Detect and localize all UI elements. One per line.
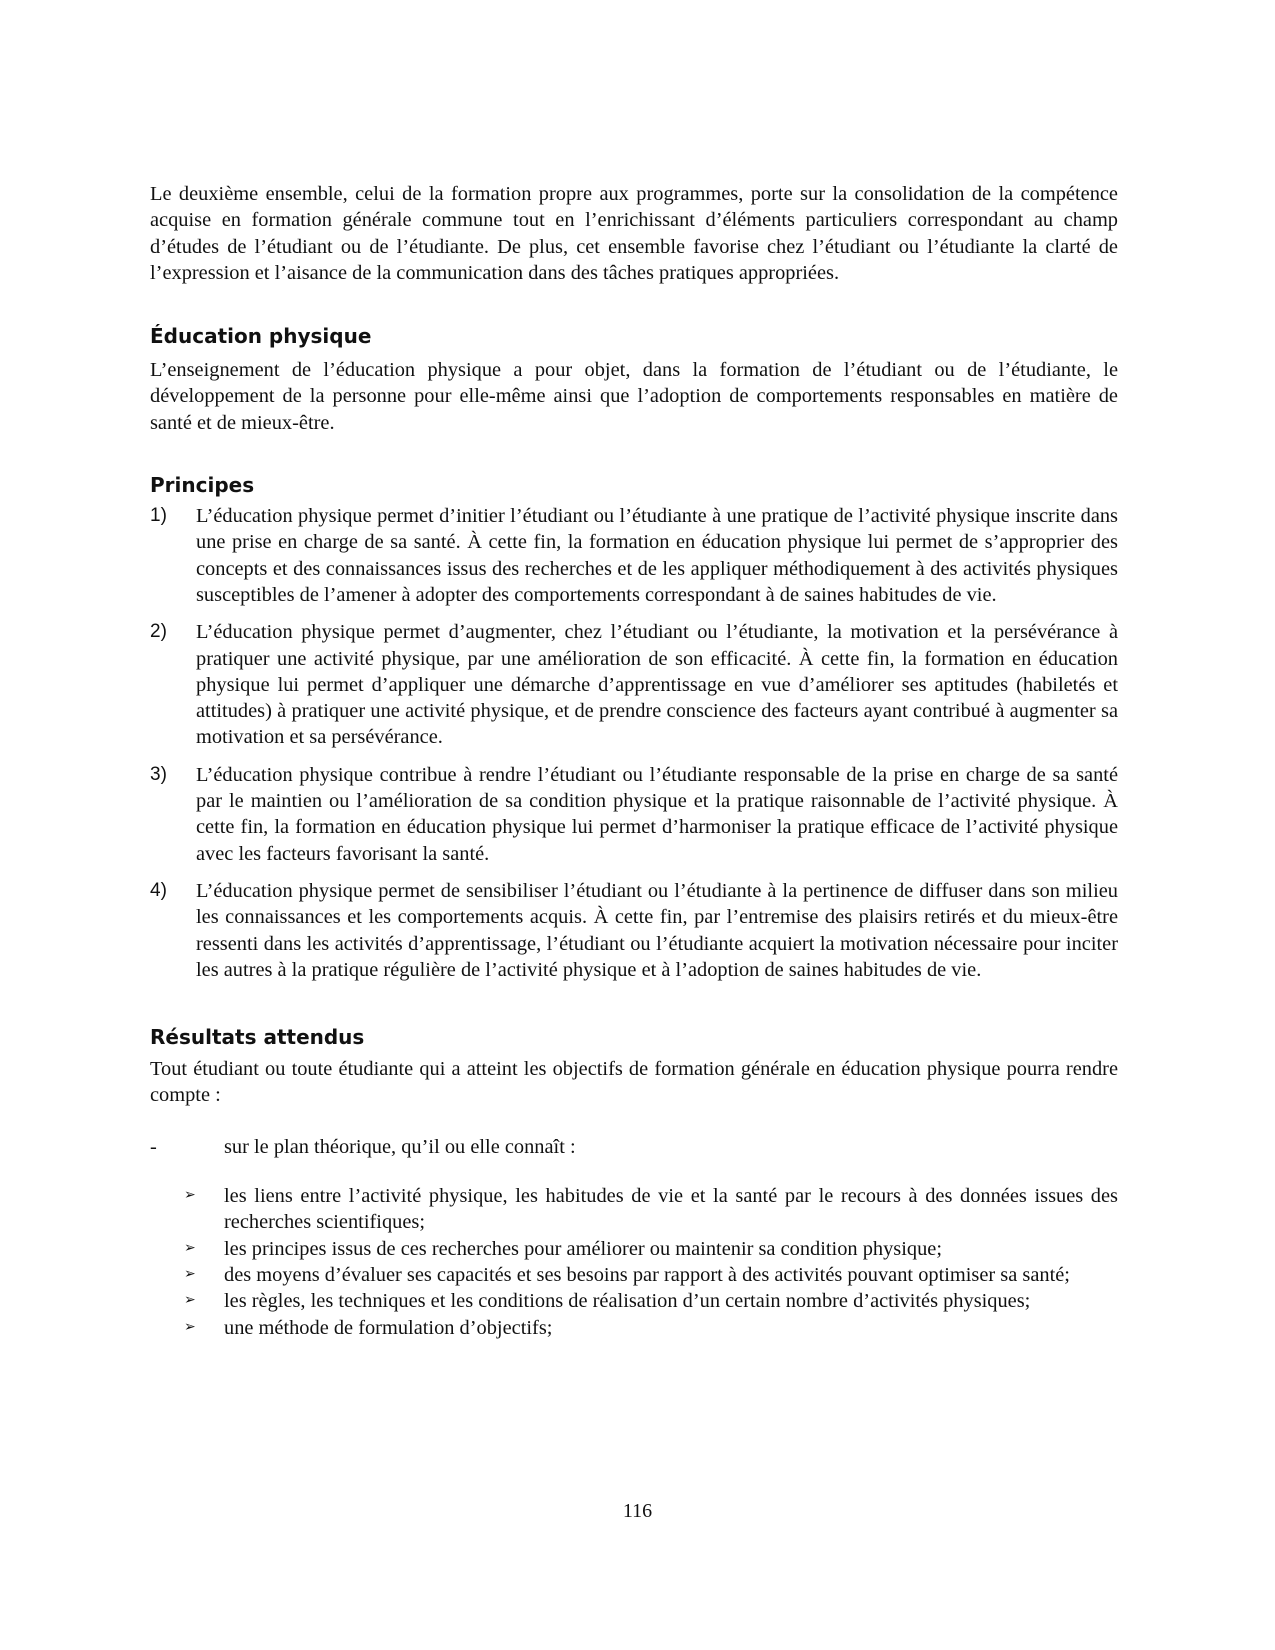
outcome-item [150,1183,1118,1236]
arrow-bullet-icon: ➢ [184,1266,196,1282]
arrow-bullet-icon: ➢ [184,1240,196,1256]
principle-item [150,762,1118,867]
principle-number: 3) [150,763,167,785]
dash-item-text: sur le plan théorique, qu’il ou elle connaît : [224,1135,576,1158]
outcome-item [150,1262,1118,1288]
principle-item [150,878,1118,983]
arrow-bullet-icon: ➢ [184,1188,196,1204]
principle-number: 1) [150,505,167,527]
section-heading-education-physique: Éducation physique [150,324,372,349]
arrow-bullet-icon: ➢ [184,1319,196,1335]
arrow-bullet-icon: ➢ [184,1293,196,1309]
outcome-text: les principes issus de ces recherches pour améliorer ou maintenir sa condition physique; [224,1237,942,1260]
outcome-item [150,1315,1118,1341]
principle-text: L’éducation physique contribue à rendre l’étudiant ou l’étudiante responsable de la prise en charge de sa santé par le maintien ou l’amélioration de sa condition physique et la pratique raisonnable de l’activité physique. À cette fin, la formation en éducation physique lui permet d’harmoniser la pratique efficace de l’activité physique avec les facteurs favorisant la santé. [196,763,1118,865]
principle-item [150,619,1118,750]
principle-item [150,503,1118,608]
outcome-text: les liens entre l’activité physique, les habitudes de vie et la santé par le recours à des données issues des recherches scientifiques; [224,1185,1118,1234]
resultats-paragraph: Tout étudiant ou toute étudiante qui a atteint les objectifs de formation générale en éducation physique pourra rendre compte : [150,1058,1118,1107]
principles-list [150,503,1118,983]
dash-marker: - [150,1135,157,1158]
page-number: 116 [622,1500,653,1522]
section-heading-principes: Principes [150,473,255,498]
principle-text: L’éducation physique permet d’initier l’étudiant ou l’étudiante à une pratique de l’activité physique inscrite dans une prise en charge de sa santé. À cette fin, la formation en éducation physique lui permet de s’approprier des concepts et des connaissances issus des recherches et de les appliquer méthodiquement à des activités physiques susceptibles de l’amener à adopter des comportements correspondant à de saines habitudes de vie. [196,505,1118,606]
dash-list-item [150,1134,1118,1160]
principle-text: L’éducation physique permet d’augmenter, chez l’étudiant ou l’étudiante, la motivation et la persévérance à pratiquer une activité physique, par une amélioration de son efficacité. À cette fin, la formation en éducation physique lui permet d’appliquer une démarche d’apprentissage en vue d’améliorer ses aptitudes (habiletés et attitudes) à pratiquer une activité physique, et de prendre conscience des facteurs ayant contribué à augmenter sa motivation et sa persévérance. [196,621,1118,749]
outcome-item [150,1236,1118,1262]
outcome-text: une méthode de formulation d’objectifs; [224,1316,553,1339]
principle-number: 2) [150,621,167,643]
education-paragraph: L’enseignement de l’éducation physique a pour objet, dans la formation de l’étudiant ou de l’étudiante, le développement de la personne pour elle-même ainsi que l’adoption de comportements responsables en matière de santé et de mieux-être. [150,359,1118,434]
outcomes-list [150,1183,1118,1341]
principle-number: 4) [150,879,167,901]
principle-text: L’éducation physique permet de sensibiliser l’étudiant ou l’étudiante à la pertinence de diffuser dans son milieu les connaissances et les comportements acquis. À cette fin, par l’entremise des plaisirs retirés et du mieux-être ressenti dans les activités d’apprentissage, l’étudiant ou l’étudiante acquiert la motivation nécessaire pour inciter les autres à la pratique régulière de l’activité physique et à l’adoption de saines habitudes de vie. [196,879,1118,981]
page-content [150,181,1118,1341]
outcome-item [150,1288,1118,1314]
intro-paragraph: Le deuxième ensemble, celui de la formation propre aux programmes, porte sur la consolidation de la compétence acquise en formation générale commune tout en l’enrichissant d’éléments particuliers correspondant au champ d’études de l’étudiant ou de l’étudiante. De plus, cet ensemble favorise chez l’étudiant ou l’étudiante la clarté de l’expression et l’aisance de la communication dans des tâches pratiques appropriées. [150,183,1118,284]
outcome-text: des moyens d’évaluer ses capacités et ses besoins par rapport à des activités pouvant optimiser sa santé; [224,1263,1070,1286]
section-heading-resultats-attendus: Résultats attendus [150,1025,365,1050]
outcome-text: les règles, les techniques et les conditions de réalisation d’un certain nombre d’activités physiques; [224,1290,1031,1313]
